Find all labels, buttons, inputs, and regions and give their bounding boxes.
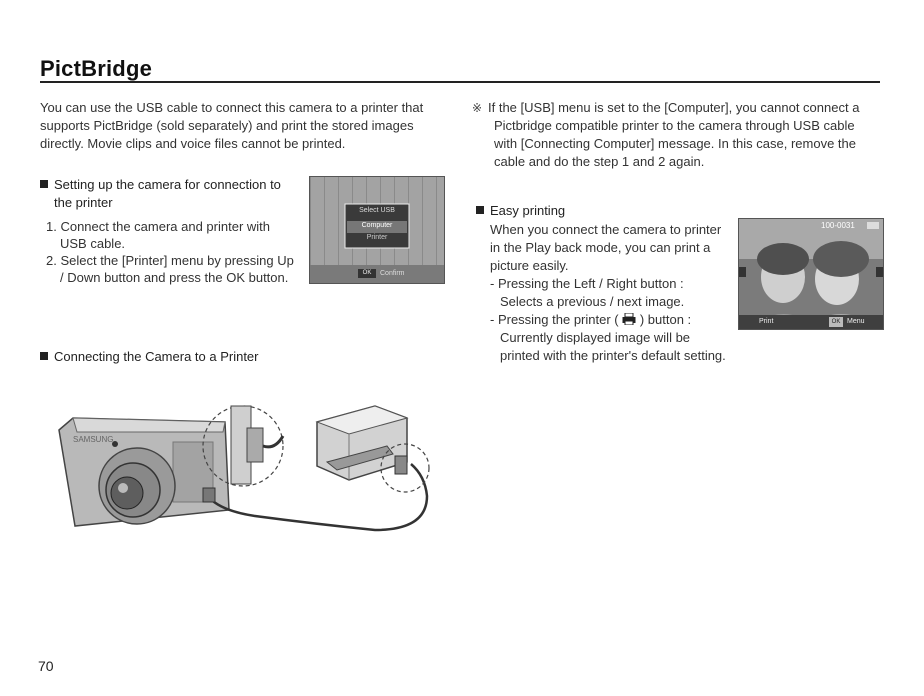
- intro-line-2: supports PictBridge (sold separately) and print the stored images: [40, 118, 414, 133]
- step-2-line-2: / Down button and press the OK button.: [60, 270, 289, 285]
- usb-menu-screen-art: [310, 177, 444, 283]
- easy-line-4: - Pressing the Left / Right button :: [490, 276, 684, 291]
- intro-line-1: You can use the USB cable to connect this camera to a printer that: [40, 100, 424, 115]
- easy-line-6-post: ) button :: [639, 312, 692, 327]
- page-number: 70: [38, 658, 54, 674]
- easy-line-2: in the Play back mode, you can print a: [490, 240, 711, 255]
- step-1-line-2: USB cable.: [60, 236, 126, 251]
- usb-computer-note: [472, 99, 892, 171]
- easy-line-7: Currently displayed image will be: [500, 330, 691, 345]
- camera-printer-illustration: [55, 392, 445, 542]
- note-line-4: cable and do the step 1 and 2 again.: [494, 154, 705, 169]
- playback-menu-label: Menu: [847, 318, 865, 325]
- easy-line-6-pre: - Pressing the printer (: [490, 312, 619, 327]
- step-2-line-1: 2. Select the [Printer] menu by pressing Up: [46, 253, 294, 268]
- playback-ok-key: OK: [829, 317, 843, 327]
- usb-menu-screen: [309, 176, 445, 284]
- usb-ok-key: OK: [358, 269, 376, 278]
- playback-photo: [739, 219, 883, 329]
- easy-line-8: printed with the printer's default setting.: [500, 348, 726, 363]
- playback-screen: [738, 218, 884, 330]
- usb-confirm-label: Confirm: [380, 270, 405, 277]
- note-line-1: If the [USB] menu is set to the [Computer], you cannot connect a: [488, 100, 860, 115]
- camera-illustration: [59, 418, 229, 526]
- playback-print-label: Print: [759, 318, 774, 325]
- playback-file-number: 100-0031: [821, 221, 855, 230]
- printer-illustration: [317, 406, 429, 492]
- setup-steps: [46, 218, 306, 286]
- usb-option-printer: Printer: [366, 234, 388, 241]
- intro-line-3: directly. Movie clips and voice files cannot be printed.: [40, 136, 346, 151]
- easy-line-5: Selects a previous / next image.: [500, 294, 685, 309]
- note-line-2: Pictbridge compatible printer to the camera through USB cable: [494, 118, 855, 133]
- note-mark-icon: ※: [472, 101, 483, 115]
- bullet-square-icon: [40, 180, 48, 188]
- easy-line-3: picture easily.: [490, 258, 569, 273]
- printer-icon: [622, 313, 636, 325]
- bullet-square-icon: [40, 352, 48, 360]
- title-underline: [40, 81, 880, 83]
- step-1-line-1: 1. Connect the camera and printer with: [46, 219, 271, 234]
- setup-heading-line-1: Setting up the camera for connection to: [54, 177, 281, 192]
- usb-option-computer: Computer: [361, 222, 393, 229]
- easy-line-1: When you connect the camera to printer: [490, 222, 722, 237]
- easy-printing-heading: Easy printing: [476, 202, 565, 220]
- bullet-square-icon: [476, 206, 484, 214]
- note-line-3: with [Connecting Computer] message. In this case, remove the: [494, 136, 857, 151]
- intro-paragraph: [40, 99, 460, 153]
- easy-printing-text: [490, 221, 740, 365]
- usb-menu-title: Select USB: [359, 207, 395, 214]
- connecting-heading: Connecting the Camera to a Printer: [40, 348, 259, 366]
- svg-text:SAMSUNG: SAMSUNG: [73, 435, 114, 444]
- page-title: PictBridge: [40, 56, 153, 81]
- setup-heading-line-2: the printer: [54, 195, 113, 210]
- setup-heading: [40, 176, 300, 212]
